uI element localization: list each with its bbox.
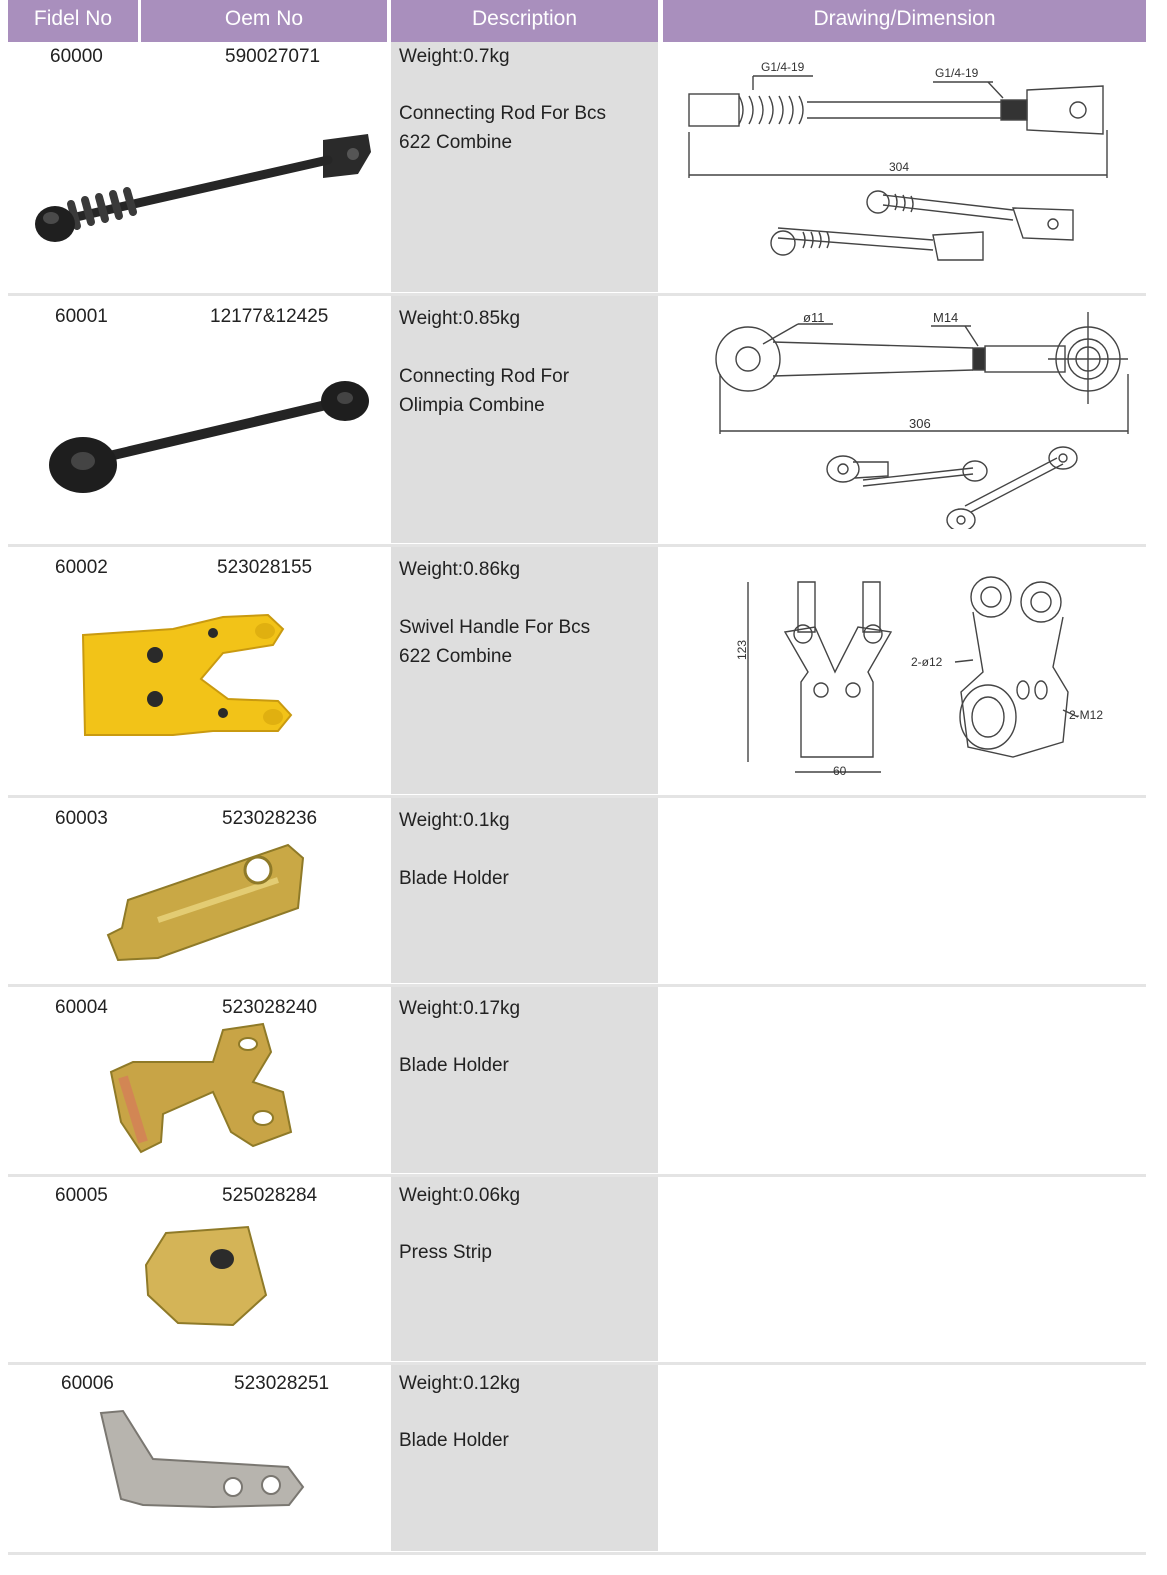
drawing-label: ø11 [803, 310, 825, 325]
photo-swivel-handle [73, 607, 303, 747]
fidel-no: 60004 [55, 997, 108, 1018]
table-row [8, 1365, 1146, 1555]
drawing-label: M14 [933, 310, 959, 325]
oem-no: 525028284 [222, 1185, 318, 1206]
table-row [8, 987, 1146, 1177]
header-oem-no: Oem No [141, 0, 387, 42]
drawing-dimension: 306 [909, 416, 931, 431]
weight: Weight:0.7kg [399, 46, 510, 67]
description-cell [391, 42, 658, 292]
table-row [8, 42, 1146, 296]
oem-no: 590027071 [225, 46, 321, 67]
description-text: Blade Holder [399, 1430, 509, 1451]
description-text: Connecting Rod For Olimpia Combine [399, 366, 570, 416]
drawing-dimension: 304 [889, 160, 910, 174]
drawing-label: G1/4-19 [935, 66, 979, 80]
header-fidel-no: Fidel No [8, 0, 138, 42]
photo-blade-holder-60004 [103, 1022, 303, 1162]
table-row [8, 547, 1146, 798]
photo-press-strip [138, 1225, 273, 1330]
oem-no: 523028155 [217, 557, 313, 578]
table-row [8, 798, 1146, 987]
drawing-label: 2-ø12 [911, 655, 943, 669]
drawing-dimension: 123 [735, 639, 749, 660]
row-separator [8, 1552, 1146, 1555]
table-header [8, 0, 1146, 42]
weight: Weight:0.1kg [399, 810, 510, 831]
weight: Weight:0.12kg [399, 1373, 521, 1394]
fidel-no: 60000 [50, 46, 103, 67]
oem-no: 523028236 [222, 808, 318, 829]
fidel-no: 60002 [55, 557, 108, 578]
description-text: Blade Holder [399, 1055, 509, 1076]
fidel-no: 60001 [55, 306, 108, 327]
description-text: Blade Holder [399, 868, 509, 889]
photo-connecting-rod-bcs [23, 112, 373, 242]
header-drawing-dimension: Drawing/Dimension [663, 0, 1146, 42]
photo-blade-holder-60003 [98, 840, 313, 965]
drawing-dimension: 60 [833, 764, 847, 778]
description-cell [391, 798, 658, 983]
drawing-swivel-handle [723, 572, 1143, 792]
fidel-no: 60003 [55, 808, 108, 829]
description-cell [391, 547, 658, 794]
description-text: Press Strip [399, 1242, 492, 1263]
table-row [8, 1177, 1146, 1365]
description-cell [391, 1365, 658, 1551]
weight: Weight:0.17kg [399, 998, 521, 1019]
weight: Weight:0.06kg [399, 1185, 521, 1206]
photo-connecting-rod-olimpia [43, 371, 373, 501]
drawing-connecting-rod-olimpia [703, 304, 1143, 529]
table-row [8, 296, 1146, 547]
fidel-no: 60005 [55, 1185, 108, 1206]
weight: Weight:0.85kg [399, 308, 521, 329]
oem-no: 523028251 [234, 1373, 330, 1394]
fidel-no: 60006 [61, 1373, 114, 1394]
description-cell [391, 987, 658, 1173]
description-cell [391, 1177, 658, 1361]
drawing-label: 2-M12 [1069, 708, 1104, 722]
drawing-label: G1/4-19 [761, 60, 805, 74]
description-cell [391, 296, 658, 543]
description-text: Connecting Rod For Bcs 622 Combine [399, 103, 606, 153]
photo-blade-holder-60006 [93, 1407, 313, 1517]
oem-no: 12177&12425 [210, 306, 329, 327]
description-text: Swivel Handle For Bcs 622 Combine [399, 617, 591, 667]
oem-no: 523028240 [222, 997, 318, 1018]
weight: Weight:0.86kg [399, 559, 521, 580]
drawing-connecting-rod-bcs [683, 60, 1123, 270]
header-description: Description [391, 0, 658, 42]
